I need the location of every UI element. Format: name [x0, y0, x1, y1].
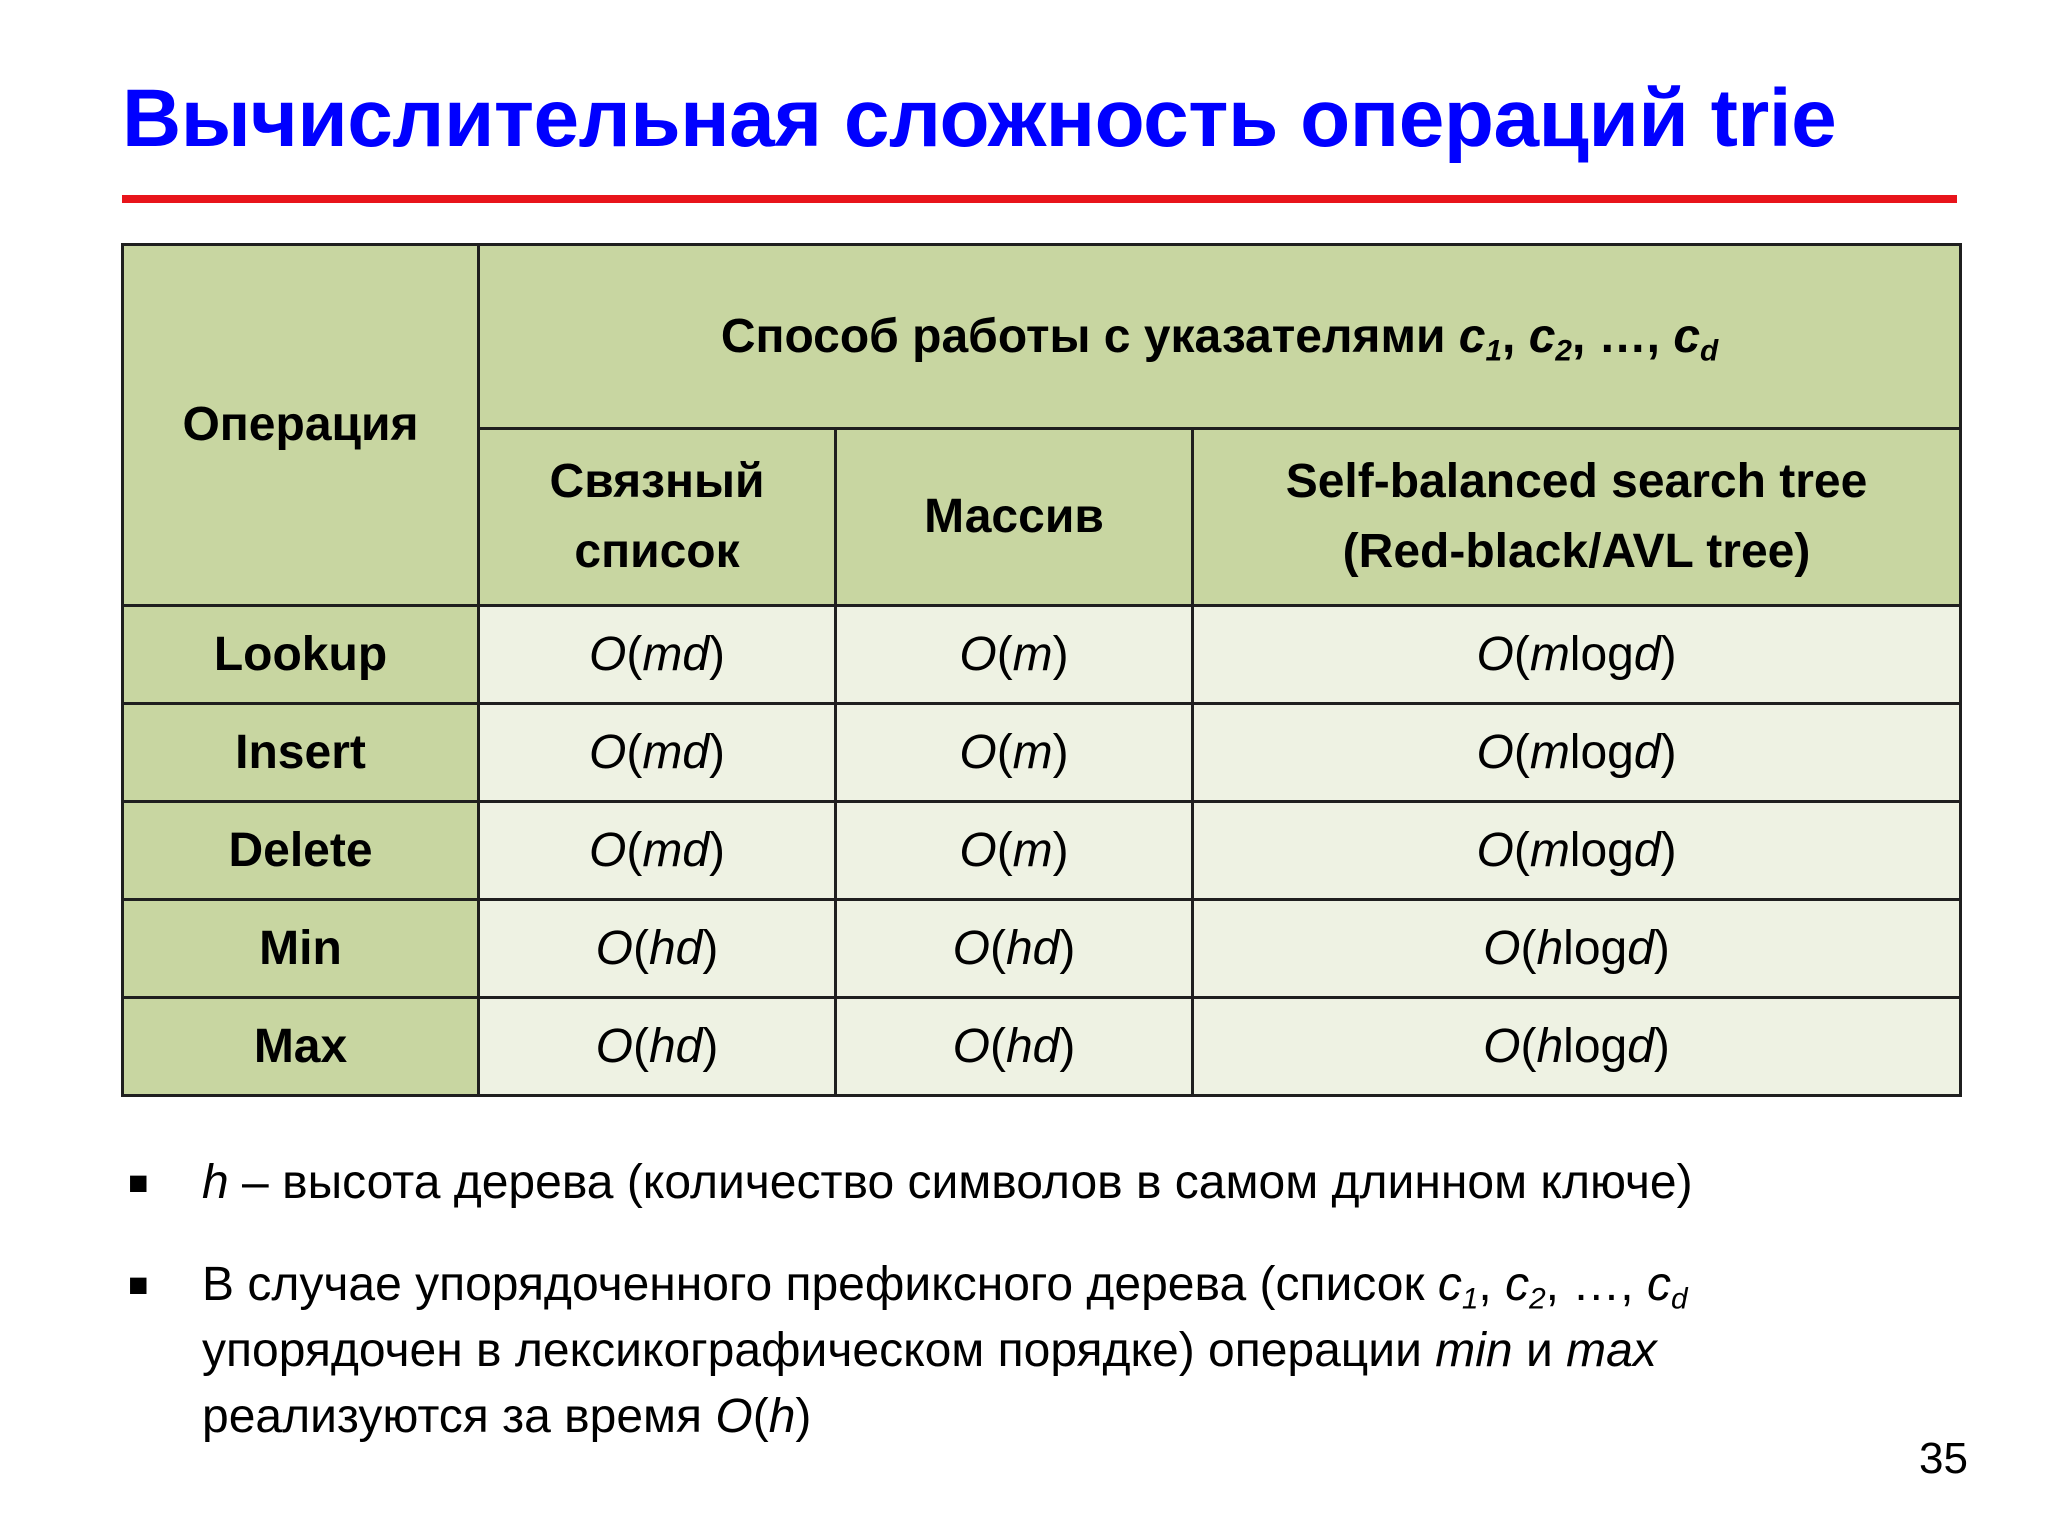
- operation-header: Операция: [123, 245, 479, 606]
- operation-name: Lookup: [123, 606, 479, 704]
- complexity-cell: O(mlogd): [1193, 606, 1961, 704]
- table-body: [123, 606, 1961, 1096]
- method-header: Способ работы с указателями $c_1$, $c_2$, …, $c_d$: [479, 245, 1961, 429]
- operation-name: Min: [123, 900, 479, 998]
- complexity-cell: O(hlogd): [1193, 900, 1961, 998]
- operation-name: Max: [123, 998, 479, 1096]
- complexity-cell: O(md): [479, 606, 836, 704]
- complexity-cell: O(mlogd): [1193, 704, 1961, 802]
- slide-title: Вычислительная сложность операций trie: [122, 73, 1837, 164]
- complexity-cell: O(m): [836, 606, 1193, 704]
- complexity-cell: O(m): [836, 704, 1193, 802]
- page-number: 35: [1919, 1434, 1968, 1483]
- notes-list: [128, 1150, 1908, 1486]
- table-row: [123, 802, 1961, 900]
- table-row: [123, 900, 1961, 998]
- table-row: [123, 704, 1961, 802]
- complexity-cell: O(mlogd): [1193, 802, 1961, 900]
- complexity-cell: O(hd): [479, 998, 836, 1096]
- title-underline: [122, 195, 1957, 203]
- complexity-table: [121, 243, 1962, 1097]
- bullet-icon: ■: [128, 1164, 149, 1202]
- column-header-array: Массив: [836, 429, 1193, 606]
- note-height: ■ h – высота дерева (количество символов в самом длинном ключе): [128, 1150, 1908, 1216]
- table-row: [123, 606, 1961, 704]
- complexity-cell: O(hd): [479, 900, 836, 998]
- table-row: [123, 998, 1961, 1096]
- complexity-cell: O(md): [479, 704, 836, 802]
- operation-name: Delete: [123, 802, 479, 900]
- complexity-cell: O(hlogd): [1193, 998, 1961, 1096]
- bullet-icon: ■: [128, 1266, 149, 1304]
- complexity-cell: O(md): [479, 802, 836, 900]
- column-header-linked-list: Связный список: [479, 429, 836, 606]
- column-header-search-tree: Self-balanced search tree (Red-black/AVL tree): [1193, 429, 1961, 606]
- complexity-cell: O(hd): [836, 900, 1193, 998]
- complexity-cell: O(m): [836, 802, 1193, 900]
- note-ordered-trie: ■ В случае упорядоченного префиксного дерева (список $c_1$, $c_2$, …, $c_d$ упорядочен в лексикографическом порядке) операции min и max реализуются за время O(h): [128, 1252, 1908, 1450]
- operation-name: Insert: [123, 704, 479, 802]
- complexity-cell: O(hd): [836, 998, 1193, 1096]
- table-header-row: [123, 245, 1961, 429]
